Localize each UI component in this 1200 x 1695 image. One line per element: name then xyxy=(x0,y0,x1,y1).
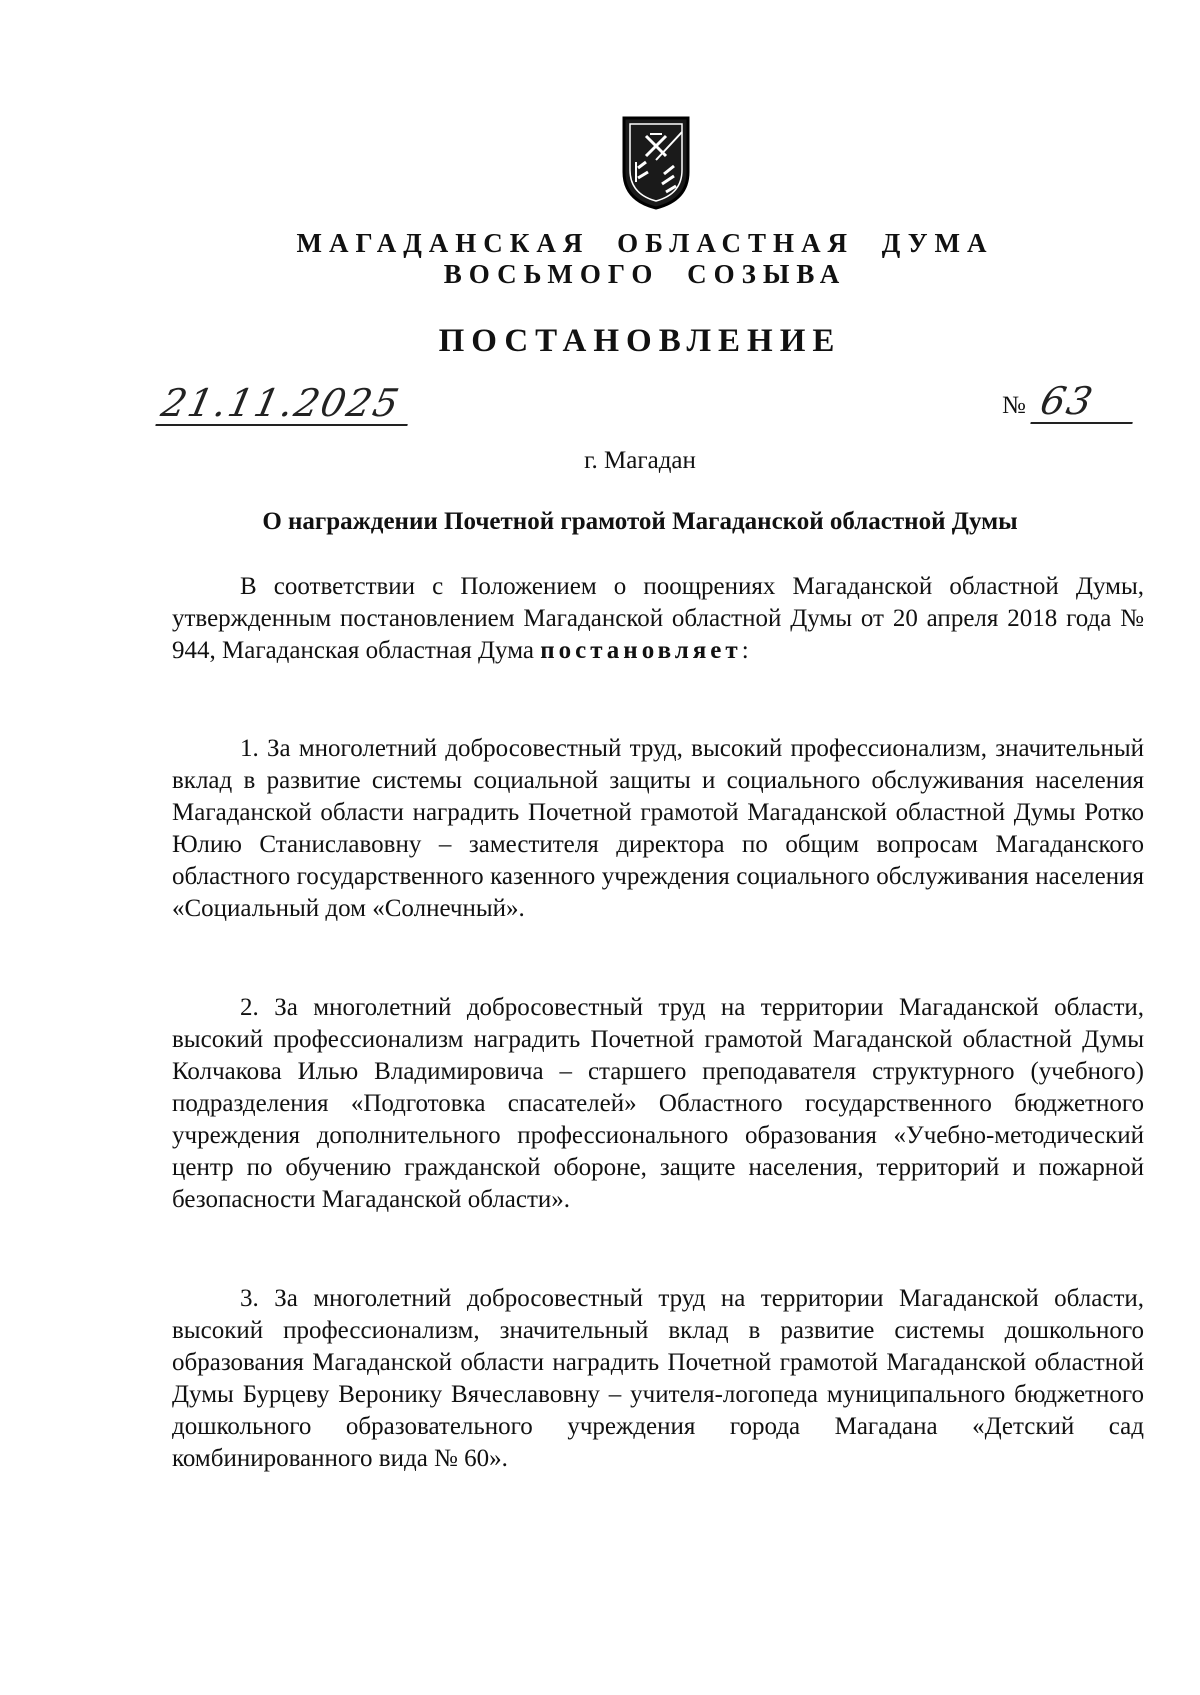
organization-convocation: ВОСЬМОГО СОЗЫВА xyxy=(443,259,847,289)
city: г. Магадан xyxy=(584,447,696,474)
preamble xyxy=(172,571,1144,667)
organization-name: МАГАДАНСКАЯ ОБЛАСТНАЯ ДУМА xyxy=(296,228,994,258)
document-date: 21.11.2025 xyxy=(155,382,416,426)
item-2 xyxy=(172,992,1144,1216)
number-label: № xyxy=(1002,392,1026,419)
item-text: 2. За многолетний добросовестный труд на территории Магаданской области, высокий профессионализм наградить Почетной грамотой Магаданской областной Думы Колчакова Илью Владимировича – старшего преподавателя структурного (учебного) подразделения «Подготовка спасателей» Областного государственного бюджетного учреждения дополнительного профессионального образования «Учебно-методический центр по обучению гражданской обороне, защите населения, территорий и пожарной безопасности Магаданской области». xyxy=(172,994,1144,1213)
decree-word: постановляет xyxy=(540,637,742,664)
document-type: ПОСТАНОВЛЕНИЕ xyxy=(438,323,842,359)
item-text: 3. За многолетний добросовестный труд на территории Магаданской области, высокий профессионализм, значительный вклад в развитие системы дошкольного образования Магаданской области наградить Почетной грамотой Магаданской областной Думы Бурцеву Веронику Вячеславовну – учителя-логопеда муниципального бюджетного дошкольного образовательного учреждения города Магадана «Детский сад комбинированного вида № 60». xyxy=(172,1285,1144,1472)
preamble-text: В соответствии с Положением о поощрениях Магаданской областной Думы, утвержденным постановлением Магаданской областной Думы от 20 апреля 2018 года № 944, Магаданская областная Дума xyxy=(172,573,1144,664)
item-3 xyxy=(172,1283,1144,1475)
document-number: 63 xyxy=(1030,380,1141,424)
item-1 xyxy=(172,733,1144,925)
preamble-colon: : xyxy=(741,637,749,664)
document-title: О награждении Почетной грамотой Магаданской областной Думы xyxy=(262,508,1018,535)
item-text: 1. За многолетний добросовестный труд, высокий профессионализм, значительный вклад в развитие системы социальной защиты и социального обслуживания населения Магаданской области наградить Почетной грамотой Магаданской областной Думы Ротко Юлию Станиславовну – заместителя директора по общим вопросам Магаданского областного государственного казенного учреждения социального обслуживания населения «Социальный дом «Солнечный». xyxy=(172,735,1144,922)
coat-of-arms-icon xyxy=(616,112,696,212)
